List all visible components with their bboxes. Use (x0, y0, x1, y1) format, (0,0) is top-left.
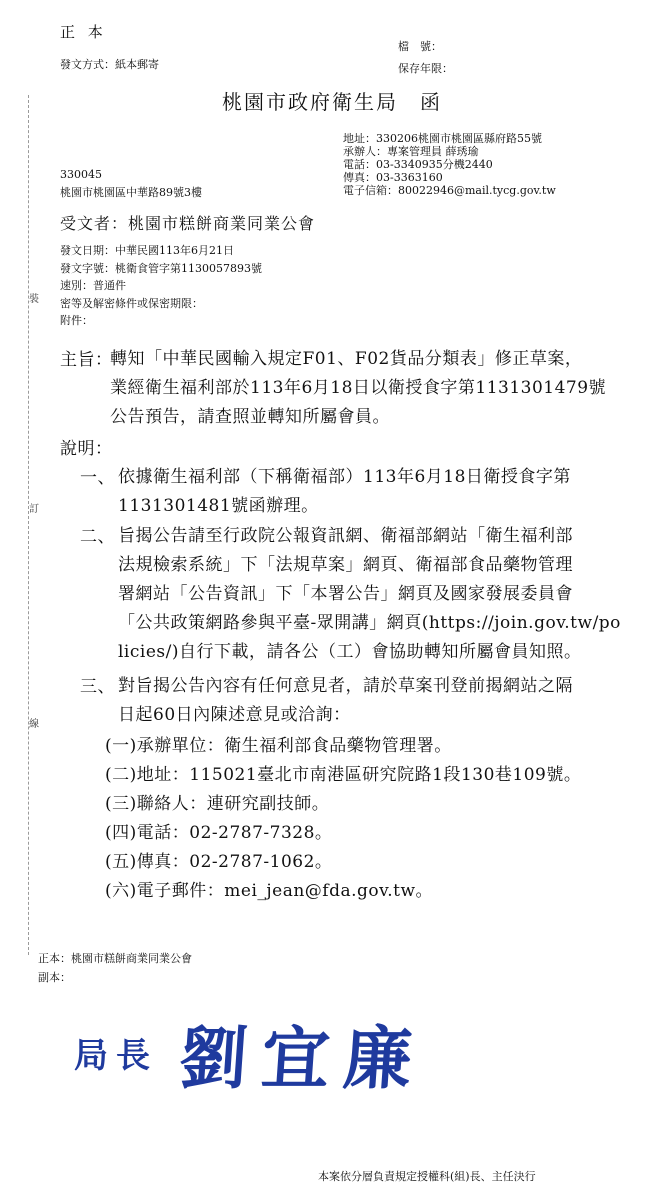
speed: 速別：普通件 (60, 279, 126, 292)
contact-item: (一)承辦單位：衛生福利部食品藥物管理署。 (105, 736, 452, 756)
item-text (118, 463, 571, 521)
sender-email: 電子信箱：80022946@mail.tycg.gov.tw (343, 184, 556, 197)
secrecy: 密等及解密條件或保密期限： (60, 296, 203, 310)
item-line: 日起60日內陳述意見或洽詢： (118, 705, 351, 725)
footer-authorization: 本案依分層負責規定授權科(組)長、主任決行 (318, 1170, 536, 1183)
item-line: 依據衛生福利部（下稱衛福部）113年6月18日衛授食字第 (118, 467, 571, 487)
item-text (118, 522, 621, 667)
subject-line: 轉知「中華民國輸入規定F01、F02貨品分類表」修正草案， (110, 349, 583, 369)
recipient-postcode: 330045 (60, 168, 102, 181)
copy-type: 正 本 (60, 23, 107, 41)
sender-address: 地址：330206桃園市桃園區縣府路55號 (343, 132, 542, 145)
item-line: 法規檢索系統」下「法規草案」網頁、衛福部食品藥物管理 (118, 555, 573, 575)
attachment: 附件： (60, 314, 93, 327)
subject-line: 業經衛生福利部於113年6月18日以衛授食字第1131301479號 (110, 378, 607, 398)
binding-mark: 線 (29, 715, 39, 730)
item-line: 「公共政策網路參與平臺-眾開講」網頁(https://join.gov.tw/po (118, 613, 621, 633)
explanation-label: 說明： (60, 439, 113, 459)
file-number-label: 檔 號： (398, 40, 442, 53)
contact-item: (五)傳真：02-2787-1062。 (105, 852, 333, 872)
recipient: 受文者：桃園市糕餅商業同業公會 (60, 214, 316, 233)
retention-label: 保存年限： (398, 62, 453, 75)
page-title: 桃園市政府衛生局 函 (222, 90, 442, 114)
binding-line (28, 95, 29, 955)
item-number: 一、 (80, 468, 115, 488)
distribution-original: 正本：桃園市糕餅商業同業公會 (38, 952, 192, 965)
item-line: licies/)自行下載，請各公（工）會協助轉知所屬會員知照。 (118, 642, 582, 662)
subject-text (110, 345, 606, 432)
item-line: 署網站「公告資訊」下「本署公告」網頁及國家發展委員會 (118, 584, 573, 604)
binding-mark: 裝 (29, 290, 39, 305)
contact-item: (六)電子郵件：mei_jean@fda.gov.tw。 (105, 881, 434, 901)
item-number: 三、 (80, 677, 115, 697)
item-line: 旨揭公告請至行政院公報資訊網、衛福部網站「衛生福利部 (118, 526, 573, 546)
issue-date: 發文日期：中華民國113年6月21日 (60, 244, 234, 257)
item-text (118, 672, 573, 730)
contact-item: (三)聯絡人：連研究副技師。 (105, 794, 330, 814)
item-number: 二、 (80, 527, 115, 547)
sender-info (343, 132, 556, 197)
contact-list (105, 732, 581, 906)
item-line: 1131301481號函辦理。 (118, 496, 319, 516)
signature-title: 局長 (74, 1036, 158, 1076)
document-meta (60, 242, 262, 330)
sender-fax: 傳真：03-3363160 (343, 171, 443, 184)
subject-label: 主旨： (60, 350, 113, 370)
contact-item: (二)地址：115021臺北市南港區研究院路1段130巷109號。 (105, 765, 582, 785)
recipient-address: 桃園市桃園區中華路89號3樓 (60, 186, 202, 199)
signature-name: 劉宜廉 (176, 1019, 429, 1099)
binding-mark: 訂 (29, 500, 39, 515)
sender-handler: 承辦人：專案管理員 薛琇瑜 (343, 145, 479, 158)
sender-phone: 電話：03-3340935分機2440 (343, 158, 493, 171)
distribution-copy: 副本： (38, 971, 71, 984)
item-line: 對旨揭公告內容有任何意見者，請於草案刊登前揭網站之隔 (118, 676, 573, 696)
subject-line: 公告預告，請查照並轉知所屬會員。 (110, 407, 390, 427)
send-method: 發文方式：紙本郵寄 (60, 58, 159, 71)
document-number: 發文字號：桃衛食管字第1130057893號 (60, 261, 262, 275)
contact-item: (四)電話：02-2787-7328。 (105, 823, 333, 843)
